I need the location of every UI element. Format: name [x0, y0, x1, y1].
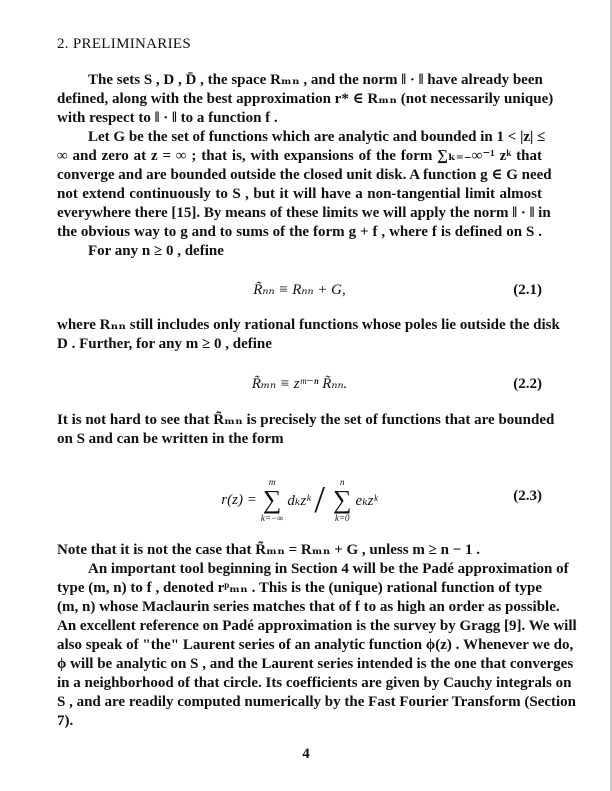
sum-denominator: [333, 477, 352, 523]
equation-lhs: r(z) =: [221, 491, 257, 508]
text-line: An important tool beginning in Section 4 will be the Padé approximation of: [88, 561, 569, 577]
text-line: It is not hard to see that R̃ₘₙ is precisely the set of functions that are bounded: [57, 412, 555, 428]
text-line: Let G be the set of functions which are analytic and bounded in 1 < |z| ≤: [88, 129, 546, 145]
equation-2-1: [57, 278, 542, 302]
text-line: in a neighborhood of that circle. Its coefficients are given by Cauchy integrals on: [57, 675, 572, 691]
text-line: S , and are readily computed numerically by the Fast Fourier Transform (Section: [57, 694, 577, 710]
text-line: ∞ and zero at z = ∞ ; that is, with expansions of the form ∑ₖ₌₋∞⁻¹ zᵏ that: [57, 148, 542, 164]
text-line: Note that it is not the case that R̃ₘₙ = Rₘₙ + G , unless m ≥ n − 1 .: [57, 542, 480, 558]
page-number: 4: [302, 746, 310, 762]
text-line: on S and can be written in the form: [57, 431, 284, 447]
section-title: 2. PRELIMINARIES: [57, 36, 191, 52]
sum-upper-limit: m: [268, 477, 276, 487]
text-line: defined, along with the best approximation r* ∈ Rₘₙ (not necessarily unique): [57, 91, 554, 107]
equation-body: R̃ₘₙ ≡ zᵐ⁻ⁿ R̃ₙₙ.: [251, 376, 348, 392]
equation-number: (2.3): [513, 488, 542, 504]
text-line: everywhere there [15]. By means of these limits we will apply the norm ‖ · ‖ in: [57, 205, 551, 221]
text-line: type (m, n) to f , denoted rᵖₘₙ . This is the (unique) rational function of type: [57, 580, 542, 596]
sigma-symbol: ∑: [262, 485, 282, 514]
sum-term: dₖzᵏ: [287, 492, 311, 509]
equation-2-2: [57, 372, 542, 396]
sum-upper-limit: n: [340, 477, 345, 487]
text-line: ϕ will be analytic on S , and the Laurent series intended is the one that converges: [57, 656, 574, 672]
text-line: converge and are bounded outside the closed unit disk. A function g ∈ G need: [57, 167, 552, 183]
equation-2-3: [57, 472, 542, 528]
text-line: The sets S , D , D̄ , the space Rₘₙ , and the norm ‖ · ‖ have already been: [88, 72, 543, 88]
text-line: D . Further, for any m ≥ 0 , define: [57, 336, 272, 352]
sigma-symbol: ∑: [332, 485, 352, 514]
sum-lower-limit: k=0: [334, 513, 350, 523]
text-line: where Rₙₙ still includes only rational functions whose poles lie outside the disk: [57, 317, 560, 333]
text-line: with respect to ‖ · ‖ to a function f .: [57, 110, 278, 126]
text-line: For any n ≥ 0 , define: [88, 243, 224, 259]
text-line: the obvious way to g and to sums of the form g + f , where f is defined on S .: [57, 224, 542, 240]
text-line: (m, n) whose Maclaurin series matches that of f to as high an order as possible.: [57, 599, 560, 615]
fraction-slash: /: [314, 479, 325, 521]
text-line: 7).: [57, 713, 74, 729]
text-line: An excellent reference on Padé approximation is the survey by Gragg [9]. We will: [57, 618, 577, 634]
sum-lower-limit: k=−∞: [260, 513, 284, 523]
sum-term: eₖzᵏ: [355, 492, 378, 509]
equation-body: R̃ₙₙ ≡ Rₙₙ + G,: [253, 282, 346, 298]
sum-numerator: [261, 477, 284, 523]
text-line: not extend continuously to S , but it will have a non-tangential limit almost: [57, 186, 542, 202]
equation-number: (2.2): [513, 376, 542, 392]
equation-number: (2.1): [513, 282, 542, 298]
text-line: also speak of "the" Laurent series of an analytic function ϕ(z) . Whenever we do,: [57, 637, 574, 653]
